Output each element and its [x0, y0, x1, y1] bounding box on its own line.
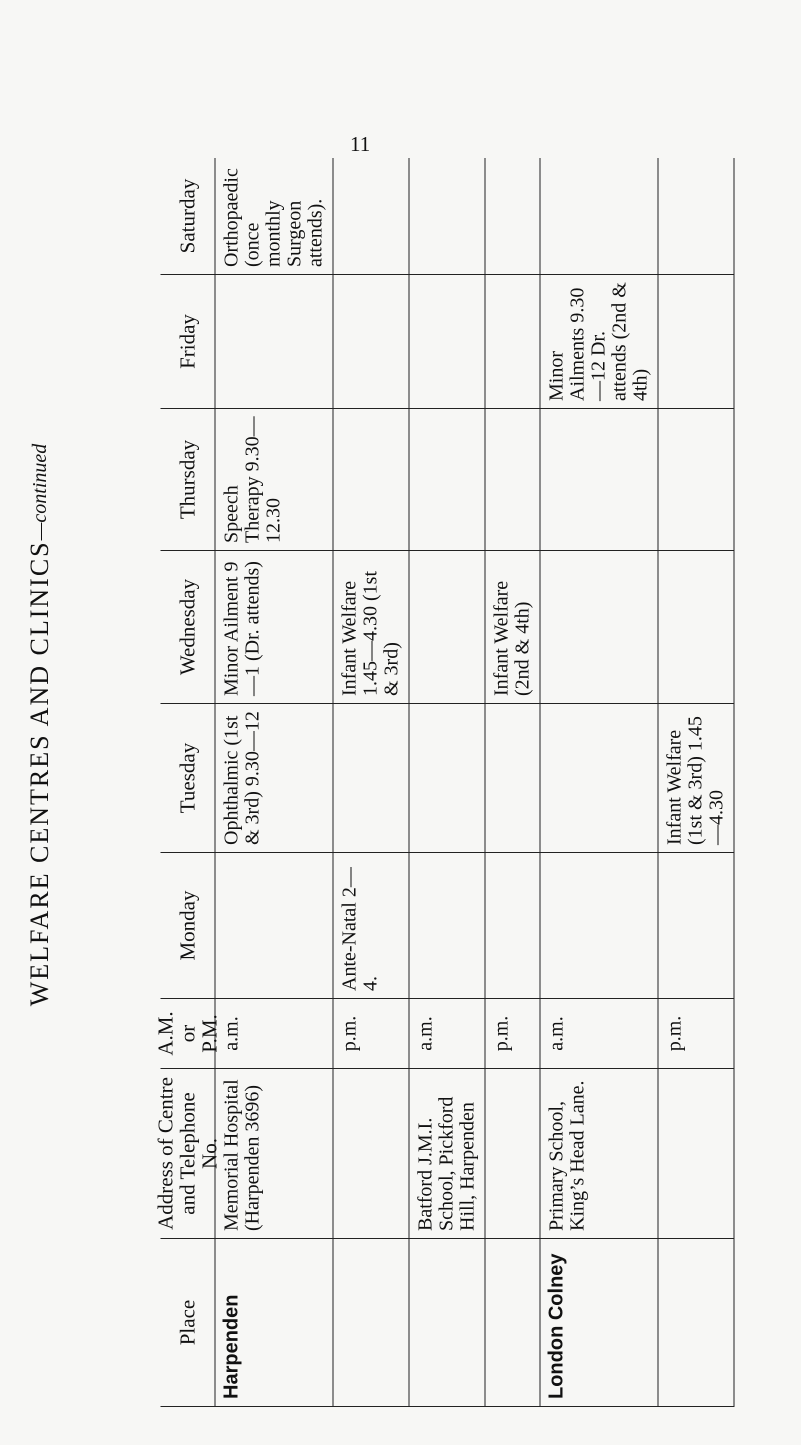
column-header-wednesday: Wednesday [161, 551, 216, 704]
cell-thursday [541, 409, 659, 551]
cell-monday [410, 853, 486, 999]
cell-place [659, 1239, 735, 1407]
cell-saturday [541, 158, 659, 275]
cell-address [334, 1069, 410, 1239]
cell-ampm: p.m. [334, 999, 410, 1069]
cell-monday [486, 853, 541, 999]
cell-saturday [486, 158, 541, 275]
page-number: 11 [350, 132, 371, 156]
column-header-address: Address of Centre and Telephone No. [161, 1069, 216, 1239]
cell-address [486, 1069, 541, 1239]
cell-monday [541, 853, 659, 999]
cell-ampm: p.m. [486, 999, 541, 1069]
cell-place: Harpenden [216, 1239, 334, 1407]
cell-wednesday [410, 551, 486, 704]
column-header-tuesday: Tuesday [161, 704, 216, 853]
cell-place [486, 1239, 541, 1407]
cell-tuesday [334, 704, 410, 853]
cell-thursday: Speech Therapy 9.30—12.30 [216, 409, 334, 551]
cell-monday [659, 853, 735, 999]
cell-friday [486, 275, 541, 409]
cell-address: Memorial Hospital (Harpenden 3696) [216, 1069, 334, 1239]
cell-friday [410, 275, 486, 409]
cell-saturday [410, 158, 486, 275]
cell-wednesday: Infant Welfare (2nd & 4th) [486, 551, 541, 704]
cell-friday: Minor Ailments 9.30—12 Dr. attends (2nd & 4th) [541, 275, 659, 409]
cell-wednesday: Minor Ailment 9—1 (Dr. attends) [216, 551, 334, 704]
cell-place [334, 1239, 410, 1407]
cell-place: London Colney [541, 1239, 659, 1407]
cell-address [659, 1069, 735, 1239]
running-header [20, 365, 60, 1085]
cell-monday [216, 853, 334, 999]
column-header-place: Place [161, 1239, 216, 1407]
cell-tuesday [486, 704, 541, 853]
cell-wednesday [659, 551, 735, 704]
cell-address: Batford J.M.I. School, Pickford Hill, Harpenden [410, 1069, 486, 1239]
cell-saturday [659, 158, 735, 275]
cell-ampm: p.m. [659, 999, 735, 1069]
clinic-schedule-table [153, 163, 728, 1407]
cell-friday [216, 275, 334, 409]
cell-wednesday: Infant Welfare 1.45—4.30 (1st & 3rd) [334, 551, 410, 704]
cell-ampm: a.m. [216, 999, 334, 1069]
cell-tuesday: Infant Welfare (1st & 3rd) 1.45—4.30 [659, 704, 735, 853]
cell-ampm: a.m. [541, 999, 659, 1069]
cell-thursday [486, 409, 541, 551]
cell-tuesday: Ophthalmic (1st & 3rd) 9.30—12 [216, 704, 334, 853]
header-title: WELFARE CENTRES AND CLINICS [25, 540, 54, 1007]
column-header-ampm: A.M. or P.M. [161, 999, 216, 1069]
cell-thursday [410, 409, 486, 551]
column-header-saturday: Saturday [161, 158, 216, 275]
header-continued: —continued [28, 443, 51, 541]
cell-friday [334, 275, 410, 409]
column-header-friday: Friday [161, 275, 216, 409]
cell-saturday: Orthopaedic (once monthly Surgeon attends). [216, 158, 334, 275]
cell-thursday [659, 409, 735, 551]
column-header-monday: Monday [161, 853, 216, 999]
cell-friday [659, 275, 735, 409]
cell-address: Primary School, King’s Head Lane. [541, 1069, 659, 1239]
cell-tuesday [541, 704, 659, 853]
cell-monday: Ante-Natal 2—4. [334, 853, 410, 999]
column-header-thursday: Thursday [161, 409, 216, 551]
cell-ampm: a.m. [410, 999, 486, 1069]
cell-saturday [334, 158, 410, 275]
cell-place [410, 1239, 486, 1407]
cell-thursday [334, 409, 410, 551]
cell-wednesday [541, 551, 659, 704]
cell-tuesday [410, 704, 486, 853]
